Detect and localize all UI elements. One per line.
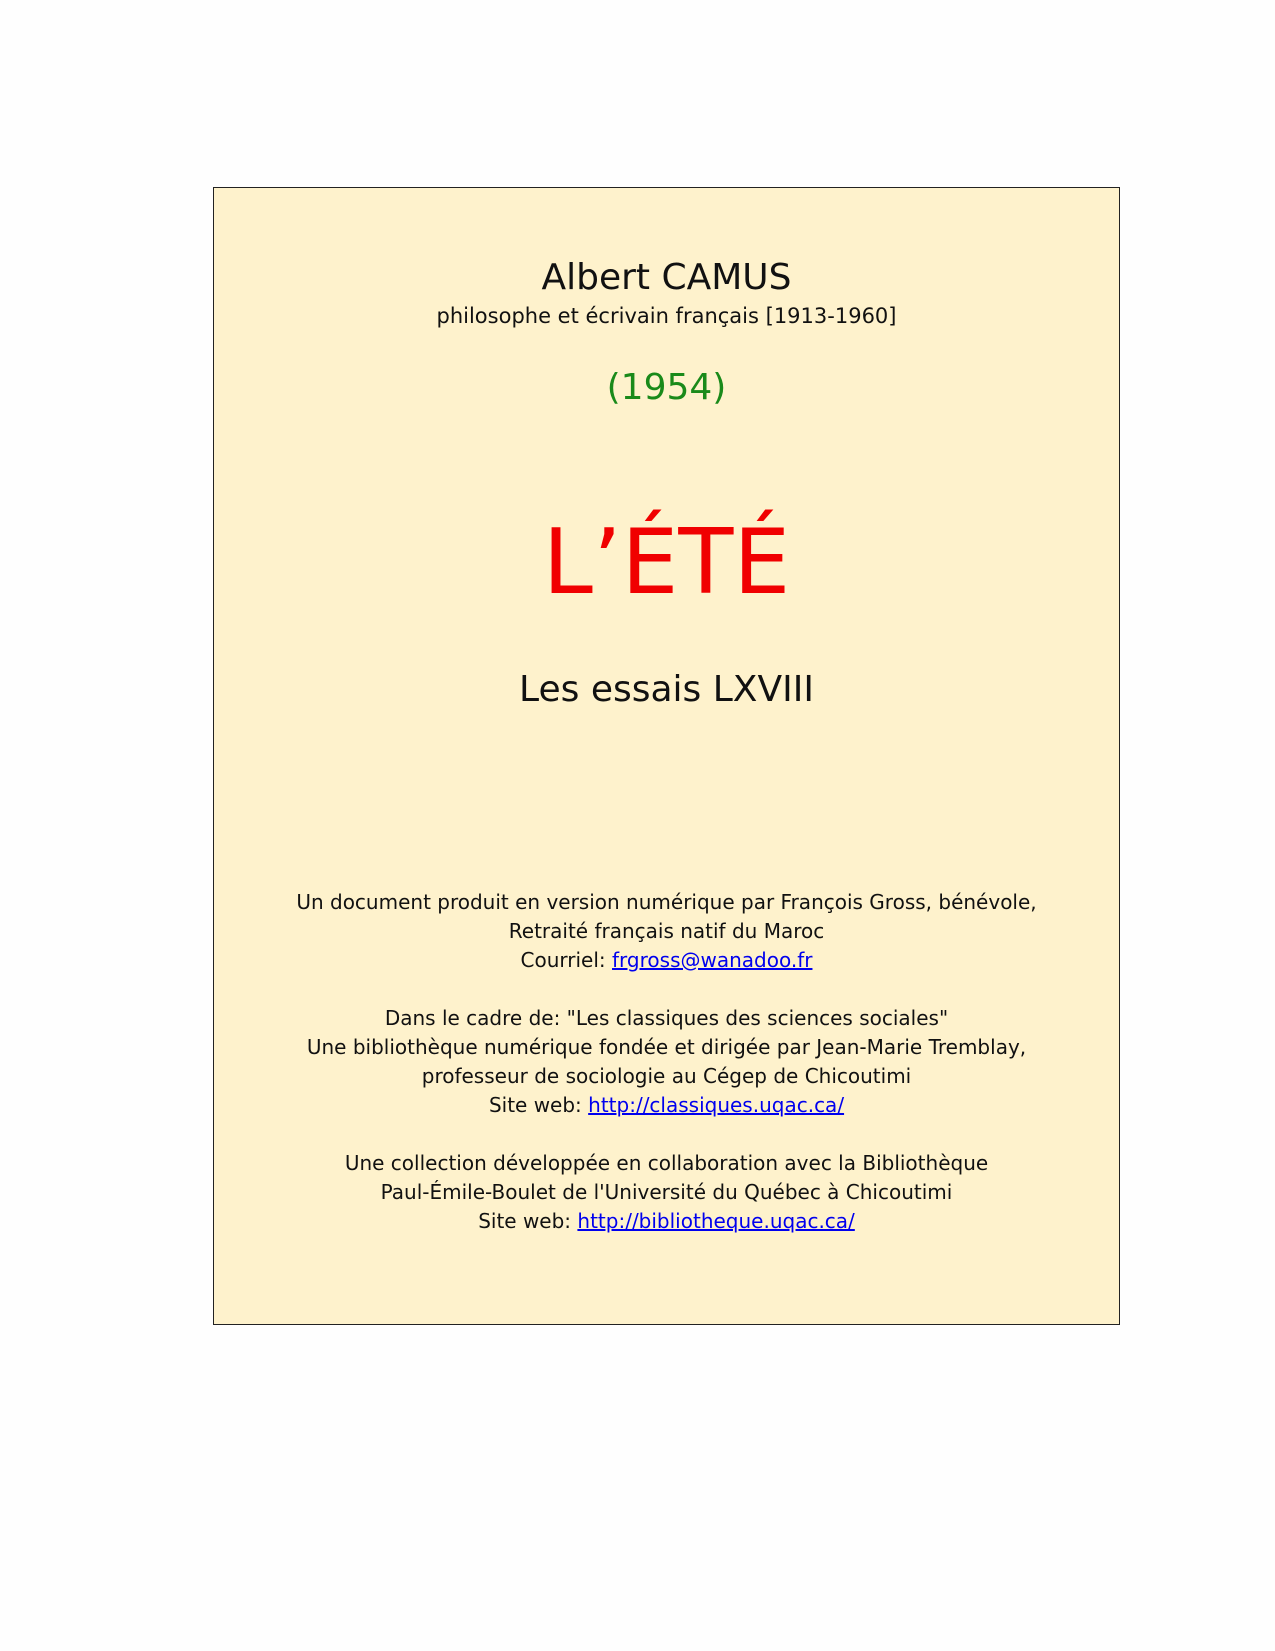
- producer-detail: Retraité français natif du Maroc: [508, 919, 825, 943]
- author-name: Albert CAMUS: [541, 257, 792, 298]
- email-line: [214, 946, 1119, 975]
- spacer: [214, 975, 1119, 1004]
- author-subtitle: philosophe et écrivain français [1913-1960]: [436, 304, 897, 328]
- classiques-site-link[interactable]: http://classiques.uqac.ca/: [588, 1093, 845, 1117]
- email-link[interactable]: frgross@wanadoo.fr: [612, 948, 813, 972]
- site1-label: Site web:: [488, 1093, 589, 1117]
- credits-section: [214, 888, 1119, 1236]
- series-name: Les essais LXVIII: [519, 669, 814, 710]
- producer-line: Un document produit en version numérique par François Gross, bénévole,: [296, 890, 1037, 914]
- bibliotheque-site-link[interactable]: http://bibliotheque.uqac.ca/: [577, 1209, 855, 1233]
- book-title: L’ÉTÉ: [542, 510, 791, 615]
- context-line: Dans le cadre de: "Les classiques des sciences sociales": [384, 1006, 949, 1030]
- university-line: Paul-Émile-Boulet de l'Université du Québec à Chicoutimi: [380, 1180, 953, 1204]
- email-label: Courriel:: [520, 948, 613, 972]
- collection-line: Une collection développée en collaboration avec la Bibliothèque: [344, 1151, 989, 1175]
- library-line: Une bibliothèque numérique fondée et dirigée par Jean-Marie Tremblay,: [306, 1035, 1027, 1059]
- cover-panel: [213, 187, 1120, 1325]
- publication-year: (1954): [606, 367, 727, 408]
- site2-line: [214, 1207, 1119, 1236]
- site1-line: [214, 1091, 1119, 1120]
- site2-label: Site web:: [478, 1209, 578, 1233]
- professor-line: professeur de sociologie au Cégep de Chicoutimi: [421, 1064, 912, 1088]
- spacer: [214, 1120, 1119, 1149]
